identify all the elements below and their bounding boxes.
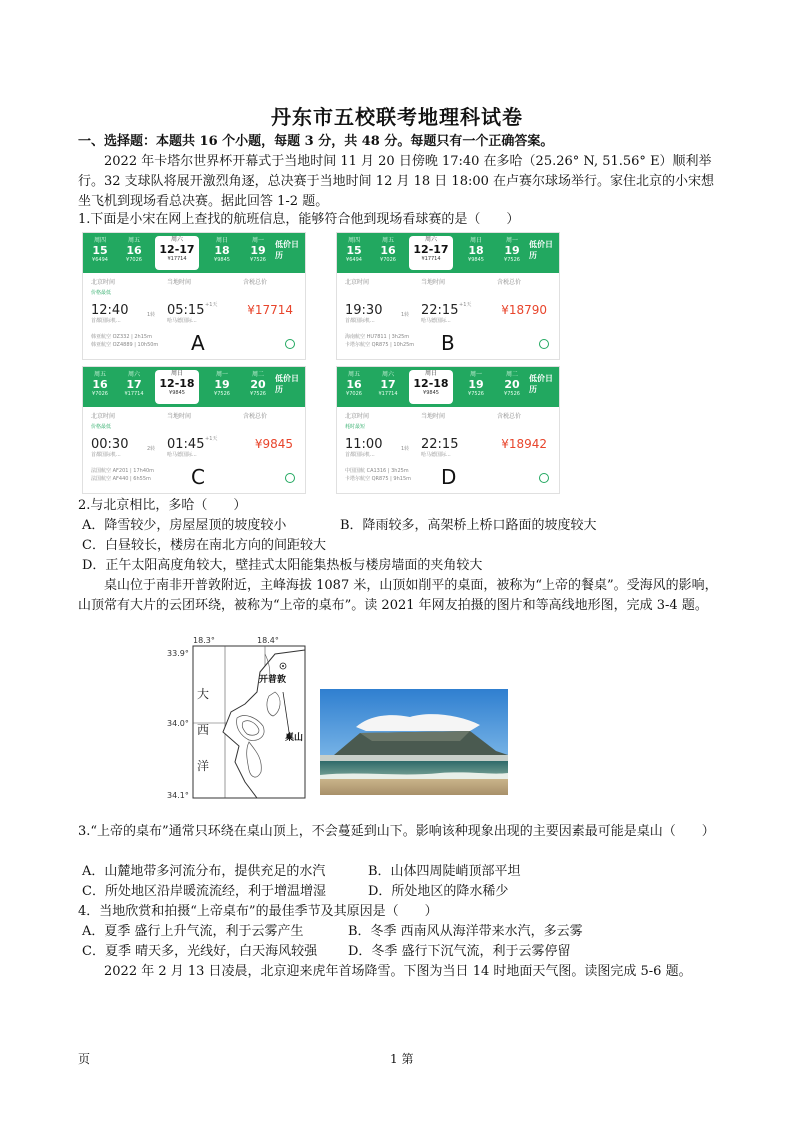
date-tab bbox=[241, 371, 275, 403]
date-day: 16 bbox=[92, 378, 108, 391]
arrival-time: 05:15 bbox=[167, 303, 205, 318]
header-beijing-time: 北京时间 bbox=[345, 413, 370, 420]
airline-leg-2: 法国航空 AF440 | 6h55m bbox=[91, 476, 151, 482]
arrival-airport: 哈马德国际... bbox=[421, 452, 451, 458]
low-price-calendar: 低价日历 bbox=[275, 240, 299, 260]
table-mountain-photo bbox=[320, 689, 508, 795]
q3-option-a: A．山麓地带多河流分布，提供充足的水汽 bbox=[82, 864, 326, 879]
q2-option-b: B．降雨较多，高架桥上桥口路面的坡度较大 bbox=[340, 518, 597, 533]
total-price: ¥17714 bbox=[247, 303, 293, 317]
date-tab bbox=[241, 237, 275, 269]
date-tab-selected bbox=[409, 370, 453, 404]
question-1: 1.下面是小宋在网上查找的航班信息，能够符合他到现场看球赛的是（ ） bbox=[78, 212, 520, 227]
date-price: ¥17714 bbox=[421, 256, 441, 262]
header-total-price: 含税总价 bbox=[497, 279, 522, 286]
date-tab bbox=[83, 371, 117, 403]
date-weekday: 周六 bbox=[170, 236, 183, 243]
date-weekday: 周四 bbox=[93, 237, 106, 244]
date-day: 20 bbox=[504, 378, 520, 391]
footer-page-number: 1 第 bbox=[390, 1052, 414, 1066]
map-city-label: 开普敦 bbox=[259, 675, 287, 685]
date-day: 15 bbox=[92, 244, 108, 257]
airline-leg-2: 卡塔尔航空 QR875 | 9h15m bbox=[345, 476, 411, 482]
date-day: 16 bbox=[380, 244, 396, 257]
flight-tag: 价格最低 bbox=[91, 424, 112, 430]
arrival-airport: 哈马德国际... bbox=[167, 452, 197, 458]
map-ocean-1: 大 bbox=[197, 687, 210, 701]
date-day: 12-17 bbox=[413, 243, 449, 256]
arrival-next-day: +1天 bbox=[205, 436, 218, 442]
low-price-calendar: 低价日历 bbox=[529, 240, 553, 260]
contour-map bbox=[165, 632, 315, 804]
expand-icon bbox=[285, 339, 295, 349]
date-price: ¥7026 bbox=[380, 257, 396, 263]
option-letter: D bbox=[441, 465, 457, 489]
date-price: ¥7526 bbox=[468, 391, 484, 397]
date-day: 15 bbox=[346, 244, 362, 257]
date-day: 19 bbox=[504, 244, 520, 257]
header-local-time: 当地时间 bbox=[167, 413, 192, 420]
transfer-count: 1转 bbox=[147, 312, 156, 318]
arrival-next-day: +1天 bbox=[205, 302, 218, 308]
date-weekday: 周六 bbox=[424, 236, 437, 243]
question-4: 4．当地欣赏和拍摄“上帝桌布”的最佳季节及其原因是（ ） bbox=[78, 904, 438, 919]
header-total-price: 含税总价 bbox=[243, 413, 268, 420]
date-weekday: 周五 bbox=[347, 371, 360, 378]
date-weekday: 周日 bbox=[424, 370, 437, 377]
header-beijing-time: 北京时间 bbox=[345, 279, 370, 286]
airline-leg-1: 韩亚航空 OZ332 | 2h15m bbox=[91, 334, 152, 340]
date-tab bbox=[459, 371, 493, 403]
date-price: ¥7526 bbox=[250, 391, 266, 397]
date-tab bbox=[83, 237, 117, 269]
q3-option-d: D．所处地区的降水稀少 bbox=[368, 884, 509, 899]
map-ocean-3: 洋 bbox=[197, 759, 210, 773]
date-tab bbox=[459, 237, 493, 269]
transfer-count: 1转 bbox=[401, 312, 410, 318]
q2-option-c: C．白昼较长，楼房在南北方向的间距较大 bbox=[82, 538, 326, 553]
intro-3: 2022 年 2 月 13 日凌晨，北京迎来虎年首场降雪。下图为当日 14 时地面天气图。读图完成 5-6 题。 bbox=[104, 964, 692, 979]
date-weekday: 周一 bbox=[215, 371, 228, 378]
q2-option-a: A．降雪较少，房屋屋顶的坡度较小 bbox=[82, 518, 287, 533]
flight-card-d bbox=[336, 366, 560, 494]
map-lat-34-0: 34.0° bbox=[167, 719, 189, 728]
date-weekday: 周五 bbox=[127, 237, 140, 244]
option-letter: A bbox=[191, 331, 205, 355]
departure-time: 12:40 bbox=[91, 303, 129, 318]
airline-leg-1: 中国国航 CA1316 | 3h25m bbox=[345, 468, 409, 474]
date-bar bbox=[337, 367, 559, 407]
date-weekday: 周六 bbox=[127, 371, 140, 378]
q4-option-a: A．夏季 盛行上升气流，利于云雾产生 bbox=[82, 924, 304, 939]
departure-airport: 首都国际机... bbox=[345, 452, 375, 458]
date-price: ¥6494 bbox=[92, 257, 108, 263]
date-bar bbox=[83, 233, 305, 273]
total-price: ¥18942 bbox=[501, 437, 547, 451]
date-day: 18 bbox=[468, 244, 484, 257]
departure-time: 19:30 bbox=[345, 303, 383, 318]
date-tab bbox=[117, 237, 151, 269]
date-price: ¥6494 bbox=[346, 257, 362, 263]
date-day: 12-18 bbox=[413, 377, 449, 390]
expand-icon bbox=[539, 339, 549, 349]
question-3: 3.“上帝的桌布”通常只环绕在桌山顶上，不会蔓延到山下。影响该种现象出现的主要因素最可能是桌山（ ） bbox=[78, 824, 715, 839]
date-day: 18 bbox=[214, 244, 230, 257]
date-weekday: 周二 bbox=[505, 371, 518, 378]
date-weekday: 周五 bbox=[381, 237, 394, 244]
flight-card-c bbox=[82, 366, 306, 494]
date-price: ¥9845 bbox=[169, 390, 185, 396]
transfer-count: 1转 bbox=[401, 446, 410, 452]
departure-time: 00:30 bbox=[91, 437, 129, 452]
map-lon-18-3: 18.3° bbox=[193, 636, 215, 645]
date-price: ¥9845 bbox=[214, 257, 230, 263]
header-local-time: 当地时间 bbox=[167, 279, 192, 286]
date-bar bbox=[337, 233, 559, 273]
date-tab bbox=[205, 237, 239, 269]
header-local-time: 当地时间 bbox=[421, 413, 446, 420]
question-2: 2.与北京相比，多哈（ ） bbox=[78, 498, 247, 513]
date-price: ¥9845 bbox=[468, 257, 484, 263]
expand-icon bbox=[539, 473, 549, 483]
arrival-time: 22:15 bbox=[421, 437, 459, 452]
q4-option-d: D．冬季 盛行下沉气流，利于云雾停留 bbox=[348, 944, 571, 959]
header-total-price: 含税总价 bbox=[497, 413, 522, 420]
option-letter: C bbox=[191, 465, 205, 489]
page-title: 丹东市五校联考地理科试卷 bbox=[271, 105, 523, 129]
map-lat-33-9: 33.9° bbox=[167, 649, 189, 658]
header-total-price: 含税总价 bbox=[243, 279, 268, 286]
date-day: 19 bbox=[468, 378, 484, 391]
intro-1: 2022 年卡塔尔世界杯开幕式于当地时间 11 月 20 日傍晚 17:40 在多哈（25.26° N, 51.56° E）顺利举行。32 支球队将展开激烈角逐，总决赛于当地时间 12 月 18 日 18:00 在卢赛尔球场举行。家住北京的小宋想坐飞机到现场看总决赛。据此回答 1-2 题。 bbox=[78, 154, 715, 209]
date-price: ¥17714 bbox=[167, 256, 187, 262]
airline-leg-2: 韩亚航空 OZ4889 | 10h50m bbox=[91, 342, 159, 348]
map-lon-18-4: 18.4° bbox=[257, 636, 279, 645]
low-price-calendar: 低价日历 bbox=[275, 374, 299, 394]
flight-tag: 耗时最短 bbox=[345, 424, 366, 430]
date-weekday: 周日 bbox=[469, 237, 482, 244]
arrival-airport: 哈马德国际... bbox=[167, 318, 197, 324]
arrival-next-day: +1天 bbox=[459, 302, 472, 308]
total-price: ¥18790 bbox=[501, 303, 547, 317]
q3-option-b: B．山体四周陡峭顶部平坦 bbox=[368, 864, 521, 879]
header-local-time: 当地时间 bbox=[421, 279, 446, 286]
date-weekday: 周六 bbox=[381, 371, 394, 378]
map-ocean-2: 西 bbox=[197, 723, 210, 737]
date-day: 16 bbox=[126, 244, 142, 257]
date-weekday: 周一 bbox=[505, 237, 518, 244]
expand-icon bbox=[285, 473, 295, 483]
footer-left: 页 bbox=[78, 1052, 91, 1066]
date-tab-selected bbox=[155, 236, 199, 270]
header-beijing-time: 北京时间 bbox=[91, 413, 116, 420]
flight-card-b bbox=[336, 232, 560, 360]
transfer-count: 2转 bbox=[147, 446, 156, 452]
date-bar bbox=[83, 367, 305, 407]
section-heading: 一、选择题：本题共 16 个小题，每题 3 分，共 48 分。每题只有一个正确答案。 bbox=[78, 134, 554, 149]
map-mountain-label: 桌山 bbox=[285, 733, 304, 743]
header-beijing-time: 北京时间 bbox=[91, 279, 116, 286]
arrival-airport: 哈马德国际... bbox=[421, 318, 451, 324]
map-lat-34-1: 34.1° bbox=[167, 791, 189, 800]
low-price-calendar: 低价日历 bbox=[529, 374, 553, 394]
date-day: 20 bbox=[250, 378, 266, 391]
date-price: ¥7526 bbox=[250, 257, 266, 263]
date-price: ¥7526 bbox=[504, 391, 520, 397]
date-tab bbox=[495, 371, 529, 403]
date-day: 19 bbox=[250, 244, 266, 257]
q4-option-c: C．夏季 晴天多，光线好，白天海风较强 bbox=[82, 944, 318, 959]
q4-option-b: B．冬季 西南风从海洋带来水汽，多云雾 bbox=[348, 924, 583, 939]
date-day: 17 bbox=[126, 378, 142, 391]
date-day: 16 bbox=[346, 378, 362, 391]
date-day: 12-17 bbox=[159, 243, 195, 256]
date-price: ¥17714 bbox=[124, 391, 144, 397]
date-tab bbox=[117, 371, 151, 403]
arrival-time: 01:45 bbox=[167, 437, 205, 452]
flight-tag: 价格最低 bbox=[91, 290, 112, 296]
date-price: ¥7026 bbox=[126, 257, 142, 263]
date-price: ¥7526 bbox=[504, 257, 520, 263]
date-weekday: 周一 bbox=[469, 371, 482, 378]
date-tab bbox=[371, 237, 405, 269]
date-price: ¥7026 bbox=[92, 391, 108, 397]
date-tab bbox=[371, 371, 405, 403]
departure-airport: 首都国际机... bbox=[91, 318, 121, 324]
arrival-time: 22:15 bbox=[421, 303, 459, 318]
airline-leg-1: 海南航空 HU7811 | 3h25m bbox=[345, 334, 410, 340]
total-price: ¥9845 bbox=[254, 437, 293, 451]
date-day: 12-18 bbox=[159, 377, 195, 390]
date-weekday: 周五 bbox=[93, 371, 106, 378]
date-price: ¥9845 bbox=[423, 390, 439, 396]
date-weekday: 周四 bbox=[347, 237, 360, 244]
date-weekday: 周二 bbox=[251, 371, 264, 378]
flight-card-a bbox=[82, 232, 306, 360]
q2-option-d: D．正午太阳高度角较大，壁挂式太阳能集热板与楼房墙面的夹角较大 bbox=[82, 558, 483, 573]
date-weekday: 周日 bbox=[215, 237, 228, 244]
departure-airport: 首都国际机... bbox=[91, 452, 121, 458]
date-tab-selected bbox=[409, 236, 453, 270]
date-price: ¥7026 bbox=[346, 391, 362, 397]
airline-leg-2: 卡塔尔航空 QR875 | 10h25m bbox=[345, 342, 415, 348]
date-day: 17 bbox=[380, 378, 396, 391]
departure-time: 11:00 bbox=[345, 437, 383, 452]
date-tab bbox=[495, 237, 529, 269]
date-weekday: 周一 bbox=[251, 237, 264, 244]
date-tab-selected bbox=[155, 370, 199, 404]
airline-leg-1: 法国航空 AF201 | 17h40m bbox=[91, 468, 155, 474]
departure-airport: 首都国际机... bbox=[345, 318, 375, 324]
date-tab bbox=[337, 237, 371, 269]
date-weekday: 周日 bbox=[170, 370, 183, 377]
date-tab bbox=[205, 371, 239, 403]
date-day: 19 bbox=[214, 378, 230, 391]
q3-option-c: C．所处地区沿岸暖流流经，利于增温增湿 bbox=[82, 884, 326, 899]
date-price: ¥7526 bbox=[214, 391, 230, 397]
option-letter: B bbox=[441, 331, 455, 355]
intro-2: 桌山位于南非开普敦附近，主峰海拔 1087 米，山顶如削平的桌面，被称为“上帝的餐桌”。受海风的影响，山顶常有大片的云团环绕，被称为“上帝的桌布”。读 2021 年网友拍摄的图片和等高线地形图，完成 3-4 题。 bbox=[78, 578, 718, 613]
date-price: ¥17714 bbox=[378, 391, 398, 397]
date-tab bbox=[337, 371, 371, 403]
